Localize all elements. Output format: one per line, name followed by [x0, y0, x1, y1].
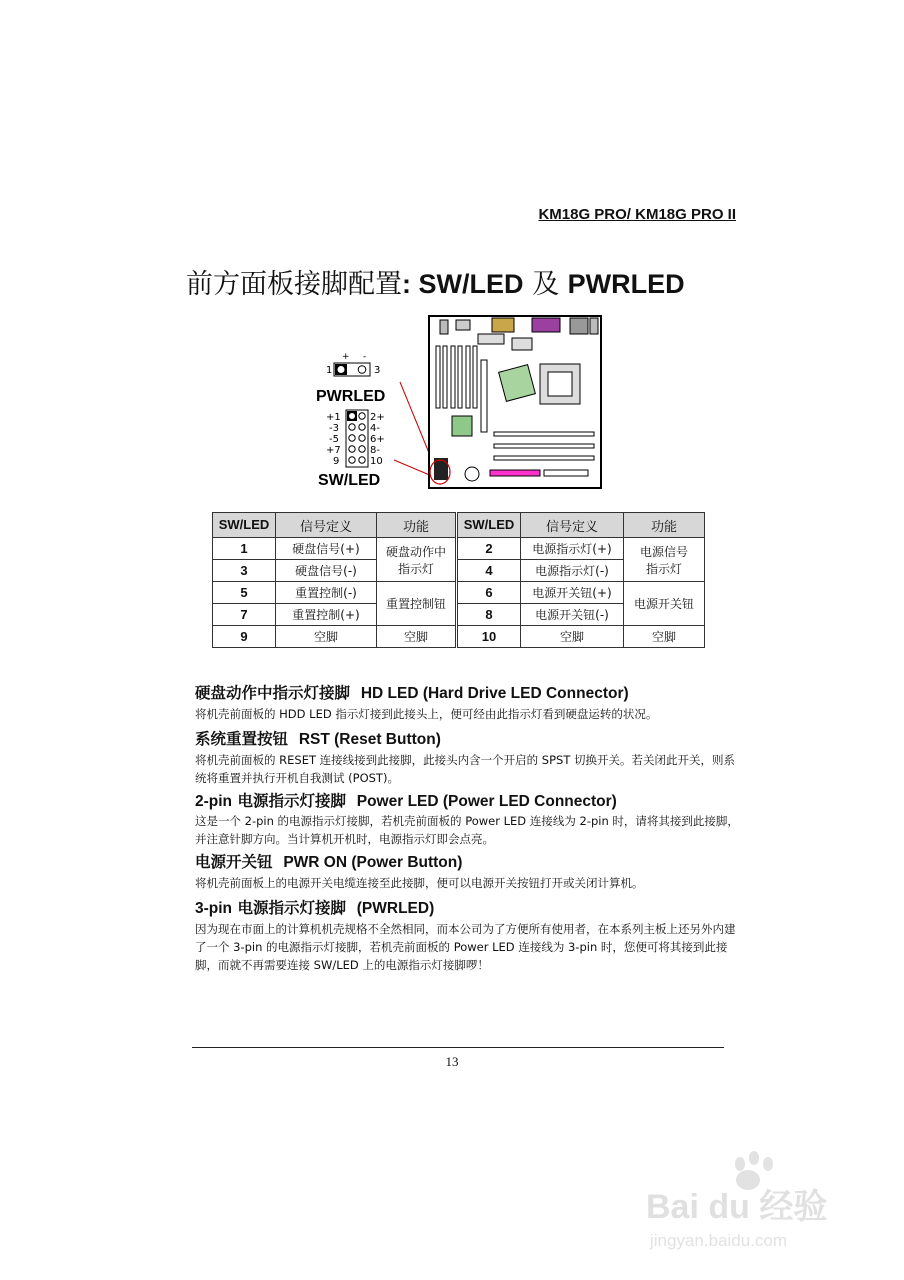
model-header: KM18G PRO/ KM18G PRO II: [538, 206, 736, 223]
swled-right-10: 10: [370, 456, 383, 467]
function-power-led: 电源信号 指示灯: [624, 538, 705, 582]
th-function-right: 功能: [624, 513, 705, 538]
function-reset: 重置控制钮: [377, 582, 456, 626]
title-en: : SW/LED: [402, 269, 524, 299]
section-body-pwrled: 因为现在市面上的计算机机壳规格不全然相同，而本公司为了方便所有使用者，在本系列主板上还另外内建了一个 3-pin 的电源指示灯接脚，若机壳前面板的 Power LED 连接线为 3-pin 时，您便可将其接到此接脚，而就不再需要连接 SW/LED 上的电源指示灯接脚啰！: [195, 922, 736, 972]
motherboard-illustration: [429, 316, 601, 488]
table-row: 7 重置控制(+) 8 电源开关钮(-): [213, 604, 705, 626]
function-hdd-led: 硬盘动作中 指示灯: [377, 538, 456, 582]
title-cn: 前方面板接脚配置: [186, 269, 402, 300]
section-body-powerled: 这是一个 2-pin 的电源指示灯接脚，若机壳前面板的 Power LED 连接线为 2-pin 时，请将其接到此接脚，并注意针脚方向。当计算机开机时，电源指示灯即会点亮。: [195, 814, 739, 846]
section-body-hdled: 将机壳前面板的 HDD LED 指示灯接到此接头上，便可经由此指示灯看到硬盘运转的状况。: [195, 707, 658, 721]
swled-left-3: -3: [329, 423, 339, 434]
pin-definition-table: [212, 512, 705, 648]
pwrled-plus: +: [342, 352, 350, 362]
th-function-left: 功能: [377, 513, 456, 538]
pwrled-pin-1: 1: [326, 365, 333, 376]
table-row: 5 重置控制(-) 重置控制钮 6 电源开关钮(+) 电源开关钮: [213, 582, 705, 604]
th-signal-left: 信号定义: [276, 513, 377, 538]
swled-right-8: 8-: [370, 445, 380, 456]
swled-left-5: -5: [329, 434, 339, 445]
swled-right-2: 2+: [370, 412, 385, 423]
function-power-button: 电源开关钮: [624, 582, 705, 626]
section-heading-pwron: 电源开关钮 PWR ON (Power Button): [195, 853, 463, 871]
th-signal-right: 信号定义: [521, 513, 624, 538]
baidu-jingyan-watermark: [644, 1146, 854, 1256]
header-diagram: [312, 312, 604, 492]
pwrled-minus: -: [363, 352, 367, 362]
section-body-pwron: 将机壳前面板上的电源开关电缆连接至此接脚，便可以电源开关按钮打开或关闭计算机。: [195, 876, 644, 890]
table-row: 3 硬盘信号(-) 4 电源指示灯(-): [213, 560, 705, 582]
th-swled-left: SW/LED: [213, 513, 276, 538]
pwrled-label: PWRLED: [316, 388, 386, 405]
table-row: 9 空脚 空脚 10 空脚 空脚: [213, 626, 705, 648]
section-heading-pwrled: 3-pin 电源指示灯接脚 (PWRLED): [195, 899, 435, 917]
page-title: [186, 262, 685, 301]
page-number: 13: [445, 1054, 459, 1069]
footer-rule: [192, 1047, 724, 1048]
swled-left-1: +1: [326, 412, 341, 423]
swled-right-4: 4-: [370, 423, 380, 434]
title-en2: PWRLED: [567, 269, 685, 299]
swled-left-9: 9: [333, 456, 340, 467]
section-heading-powerled: 2-pin 电源指示灯接脚 Power LED (Power LED Connector): [195, 792, 617, 810]
section-body-reset: 将机壳前面板的 RESET 连接线接到此接脚，此接头内含一个开启的 SPST 切换开关。若关闭此开关，则系统将重置并执行开机自我测试 (POST)。: [195, 753, 736, 785]
swled-right-6: 6+: [370, 434, 385, 445]
watermark-url: jingyan.baidu.com: [650, 1231, 788, 1250]
watermark-brand: Bai du 经验: [646, 1188, 828, 1226]
swled-left-7: +7: [326, 445, 341, 456]
pwrled-pin-3: 3: [374, 365, 381, 376]
th-swled-right: SW/LED: [458, 513, 521, 538]
section-heading-reset: 系统重置按钮 RST (Reset Button): [195, 730, 441, 748]
swled-label: SW/LED: [318, 472, 381, 489]
section-heading-hdled: 硬盘动作中指示灯接脚 HD LED (Hard Drive LED Connector): [195, 684, 629, 702]
title-mid: 及: [523, 269, 568, 300]
function-nc-right: 空脚: [624, 626, 705, 648]
function-nc-left: 空脚: [377, 626, 456, 648]
table-row: 1 硬盘信号(+) 硬盘动作中 指示灯 2 电源指示灯(+) 电源信号 指示灯: [213, 538, 705, 560]
